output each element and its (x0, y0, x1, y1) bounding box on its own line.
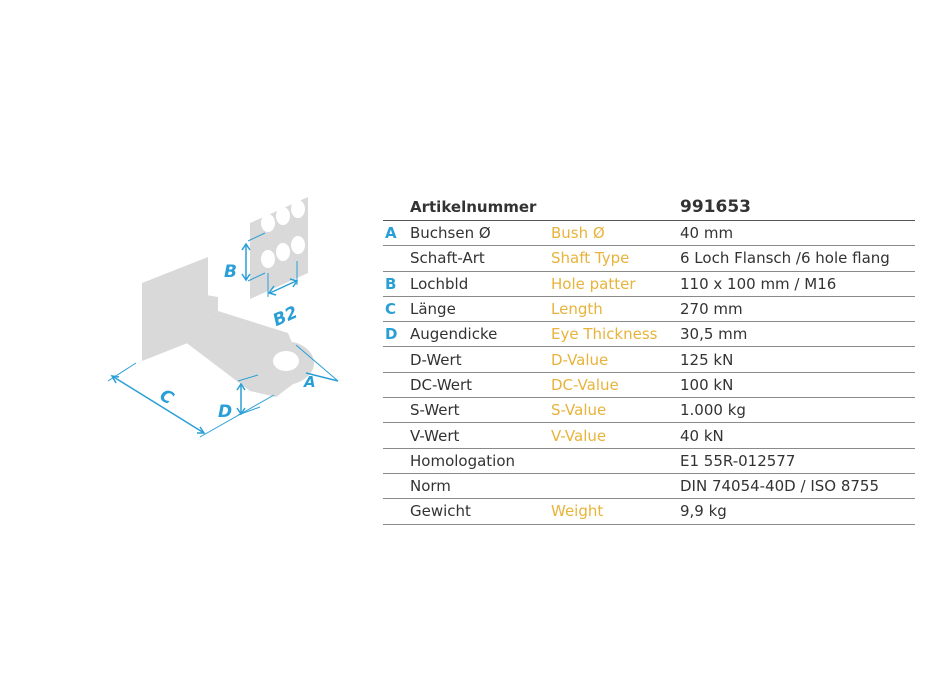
row-value: 40 kN (680, 426, 724, 445)
row-value: 110 x 100 mm / M16 (680, 274, 837, 293)
row-letter: C (385, 300, 397, 319)
table-row (383, 499, 915, 524)
row-value: E1 55R-012577 (680, 451, 796, 470)
row-label-en: S-Value (551, 401, 607, 420)
row-label-de: S-Wert (410, 401, 460, 420)
article-number-label: Artikelnummer (410, 198, 537, 216)
row-value: 270 mm (680, 300, 743, 319)
table-row (383, 297, 915, 322)
row-value: 1.000 kg (680, 401, 746, 420)
row-label-de: Schaft-Art (410, 249, 485, 268)
row-value: 9,9 kg (680, 502, 727, 521)
row-label-de: D-Wert (410, 350, 462, 369)
row-label-en: D-Value (551, 350, 609, 369)
row-value: 125 kN (680, 350, 734, 369)
table-row (383, 272, 915, 297)
row-label-en: DC-Value (551, 375, 619, 394)
table-body (383, 221, 915, 525)
spec-table (383, 194, 915, 525)
table-row (383, 449, 915, 474)
label-b2: B2 (270, 302, 301, 331)
table-row (383, 423, 915, 448)
label-d: D (218, 402, 233, 422)
article-number-value: 991653 (680, 197, 751, 217)
table-row (383, 347, 915, 372)
table-row (383, 474, 915, 499)
row-value: 40 mm (680, 224, 734, 243)
table-row (383, 221, 915, 246)
row-letter: A (385, 224, 397, 243)
row-label-de: Lochbld (410, 274, 469, 293)
row-label-de: Norm (410, 477, 451, 496)
row-letter: D (385, 325, 398, 344)
table-row (383, 398, 915, 423)
row-label-en: Hole patter (551, 274, 636, 293)
row-label-en: Weight (551, 502, 604, 521)
row-label-en: Length (551, 300, 603, 319)
row-label-de: Homologation (410, 451, 516, 470)
row-label-de: Buchsen Ø (410, 224, 491, 243)
row-label-de: V-Wert (410, 426, 460, 445)
coupling-diagram (100, 185, 350, 445)
row-label-en: V-Value (551, 426, 607, 445)
table-row (383, 373, 915, 398)
row-value: DIN 74054-40D / ISO 8755 (680, 477, 880, 496)
row-label-de: DC-Wert (410, 375, 473, 394)
table-row (383, 246, 915, 271)
row-value: 30,5 mm (680, 325, 748, 344)
label-c: C (156, 385, 177, 410)
row-label-de: Gewicht (410, 502, 471, 521)
row-letter: B (385, 274, 397, 293)
row-label-en: Shaft Type (551, 249, 630, 268)
table-row (383, 322, 915, 347)
table-header (383, 194, 915, 221)
label-b: B (224, 262, 237, 282)
row-label-en: Bush Ø (551, 224, 605, 243)
hole-plate (250, 197, 308, 299)
label-a: A (304, 373, 316, 391)
row-label-de: Augendicke (410, 325, 498, 344)
row-value: 100 kN (680, 375, 734, 394)
row-value: 6 Loch Flansch /6 hole flang (680, 249, 890, 268)
row-label-en: Eye Thickness (551, 325, 658, 344)
row-label-de: Länge (410, 300, 456, 319)
